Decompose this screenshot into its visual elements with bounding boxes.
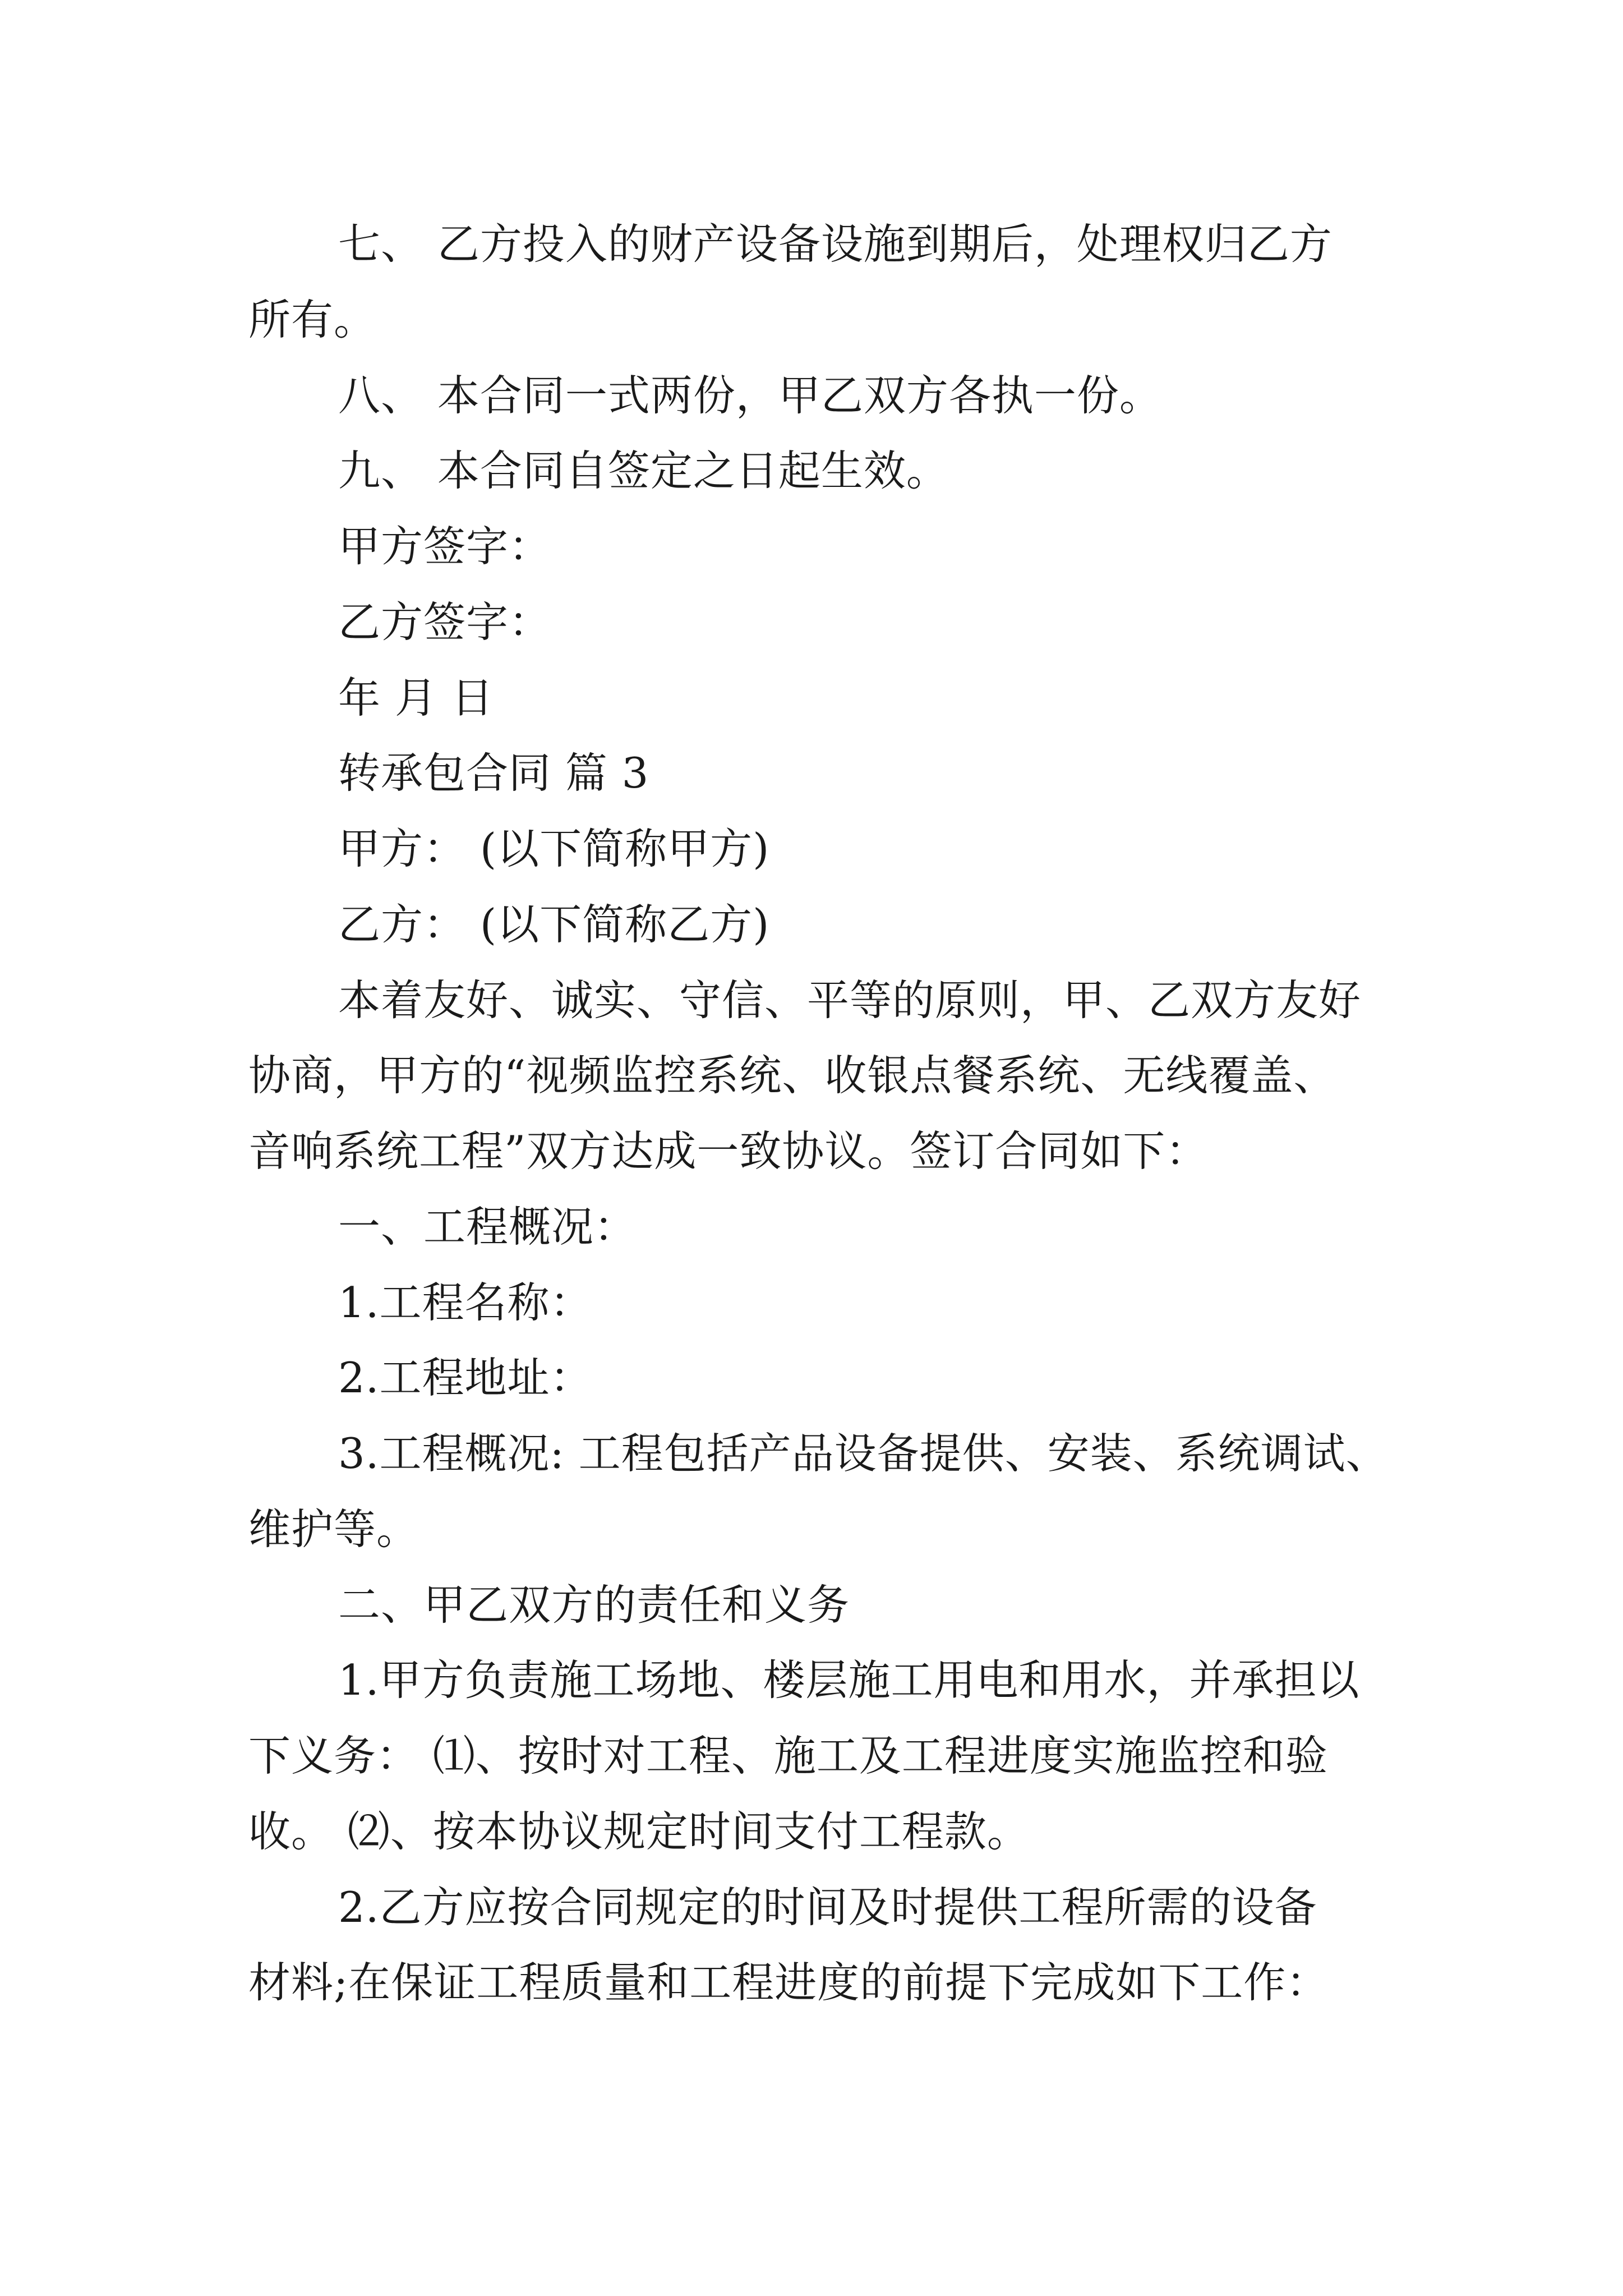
clause-7-line-1: 七、 乙方投入的财产设备设施到期后，处理权归乙方 bbox=[338, 219, 1332, 269]
party-b-line: 乙方： (以下简称乙方) bbox=[338, 900, 770, 949]
duty-2-line-2: 材料;在保证工程质量和工程进度的前提下完成如下工作： bbox=[248, 1958, 1329, 2007]
party-b-signature: 乙方签字： bbox=[338, 597, 552, 647]
project-name: 1.工程名称： bbox=[338, 1278, 593, 1327]
preamble-line-1: 本着友好、诚实、守信、平等的原则，甲、乙双方友好 bbox=[338, 976, 1362, 1025]
date-line: 年 月 日 bbox=[338, 673, 494, 723]
party-a-line: 甲方： (以下简称甲方) bbox=[338, 824, 770, 873]
duty-2-line-1: 2.乙方应按合同规定的时间及时提供工程所需的设备 bbox=[338, 1883, 1317, 1932]
project-summary-line-2: 维护等。 bbox=[248, 1504, 419, 1554]
duty-1-line-2: 下义务： ⑴、按时对工程、施工及工程进度实施监控和验 bbox=[248, 1731, 1328, 1780]
project-summary-line-1: 3.工程概况: 工程包括产品设备提供、安装、系统调试、 bbox=[338, 1429, 1389, 1478]
preamble-line-3: 音响系统工程”双方达成一致协议。签订合同如下： bbox=[248, 1126, 1209, 1176]
duty-1-line-3: 收。 ⑵、按本协议规定时间支付工程款。 bbox=[248, 1807, 1030, 1856]
clause-7-line-2: 所有。 bbox=[248, 295, 377, 344]
clause-9: 九、 本合同自签定之日起生效。 bbox=[338, 446, 949, 495]
heading-project-overview: 一、工程概况： bbox=[338, 1202, 637, 1251]
project-address: 2.工程地址： bbox=[338, 1353, 593, 1402]
duty-1-line-1: 1.甲方负责施工场地、楼层施工用电和用水，并承担以 bbox=[338, 1655, 1360, 1705]
party-a-signature: 甲方签字： bbox=[338, 522, 552, 571]
clause-8: 八、 本合同一式两份，甲乙双方各执一份。 bbox=[338, 371, 1162, 420]
section-title: 转承包合同 篇 3 bbox=[338, 748, 649, 798]
preamble-line-2: 协商，甲方的“视频监控系统、收银点餐系统、无线覆盖、 bbox=[248, 1051, 1336, 1100]
heading-responsibilities: 二、甲乙双方的责任和义务 bbox=[338, 1580, 850, 1630]
